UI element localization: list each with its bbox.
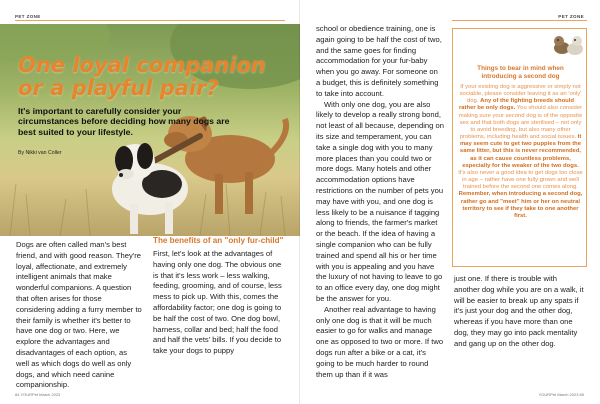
page-footer: YOURPet March 2023 85	[538, 392, 584, 397]
paragraph: Another real advantage to having only one dog is that it will be much easier to go for walks and manage one as opposed to two or more. If two dogs run after a bike or a cat, it's going to be much harder to round them up than if it was	[316, 304, 444, 379]
tips-sidebar	[452, 28, 587, 267]
article-title: One loyal companion or a playful pair?	[18, 53, 266, 100]
article-standfirst: It's important to carefully consider your circumstances before deciding how many dogs are best suited to your lifestyle.	[18, 106, 230, 137]
right-page	[300, 0, 600, 404]
sidebar-text: You should also consider making sure your second dog is of the opposite sex and that both dogs are sterilised – not only to avoid breeding, but also many other problems, including health and social issues.	[458, 105, 583, 141]
article-byline: By Nikki van Coller	[18, 150, 62, 156]
sidebar-emphasis: It may seem cute to get two puppies from the same litter, but this is never recommended, as it can cause countless problems, especially for the weaker of the two dogs.	[459, 134, 582, 169]
section-rule	[15, 20, 285, 21]
body-column-2: First, let's look at the advantages of having only one dog. The obvious one is that it's less work – less walking, feeding, grooming, and of course, less mess to pick up. With this, comes the affordability factor; one dog is going to be half the cost of two. One dog bowl, harness, collar and bed; half the food and half the vets' bills. If you decide to take your dogs to puppy	[153, 249, 282, 356]
page-footer: 84 YOURPet March 2023	[15, 392, 61, 397]
sidebar-body	[458, 84, 583, 220]
sidebar-emphasis: Any of the fighting breeds should rather be only dogs.	[458, 98, 575, 112]
body-column-1: Dogs are often called man's best friend, and with good reason. They're loyal, affectionate, and extremely intelligent animals that make wonderful companions. A question that often arises for those considering adding a furry member to their family is whether it's better to have one dog or two. Here, we explore the advantages and disadvantages of each option, as well as which dogs do well as only dogs, and which need canine companionship.	[16, 240, 142, 390]
sidebar-text: If your existing dog is aggressive or simply not sociable, please consider leaving it as an 'only' dog.	[459, 84, 582, 105]
paragraph: With only one dog, you are also likely to develop a really strong bond, not least of all because, depending on its size and temperament, you can take a single dog with you to many more places than you could two or more dogs. Many hotels and other accommodation options have restrictions on the number of pets you may have with you, and one dog is less likely to be a nuisance if tagging along to friends, the farmer's market or the beach. If the idea of having a single companion who can be fully trained and spend all his or her time with you is appealing and you have the luxury of not having to leave to go to an office every day, one dog might be the answer for you.	[316, 99, 444, 303]
section-rule	[452, 20, 587, 21]
body-column-4: just one. If there is trouble with another dog while you are on a walk, it will be easier to break up any spats if it's just your dog and the other dog, whereas if you have more than one dog, they may go into pack mentality and gang up on the other dog.	[454, 274, 584, 348]
section-subhead: The benefits of an "only fur-child"	[153, 236, 284, 245]
body-column-3	[316, 24, 444, 380]
hero-photo	[0, 24, 300, 236]
section-tag: PET ZONE	[558, 14, 584, 19]
sidebar-text: It's also never a good idea to get dogs too close in age – rather have one fully grown and well trained before the second one comes along.	[458, 169, 583, 191]
paragraph: school or obedience training, one is again going to be half the cost of two, and the same goes for finding accommodation for your fur-baby when you go away. For someone on a budget, this is definitely something to take into account.	[316, 24, 442, 98]
sidebar-title: Things to bear in mind when introducing a second dog	[477, 65, 564, 81]
two-dogs-thumbnail	[550, 31, 586, 57]
section-tag: PET ZONE	[15, 14, 41, 19]
spaniel-dog	[112, 143, 188, 234]
sidebar-emphasis: Remember, when introducing a second dog, rather go and "meet" him or her on neutral territory to see if they take to one another first.	[458, 191, 583, 219]
